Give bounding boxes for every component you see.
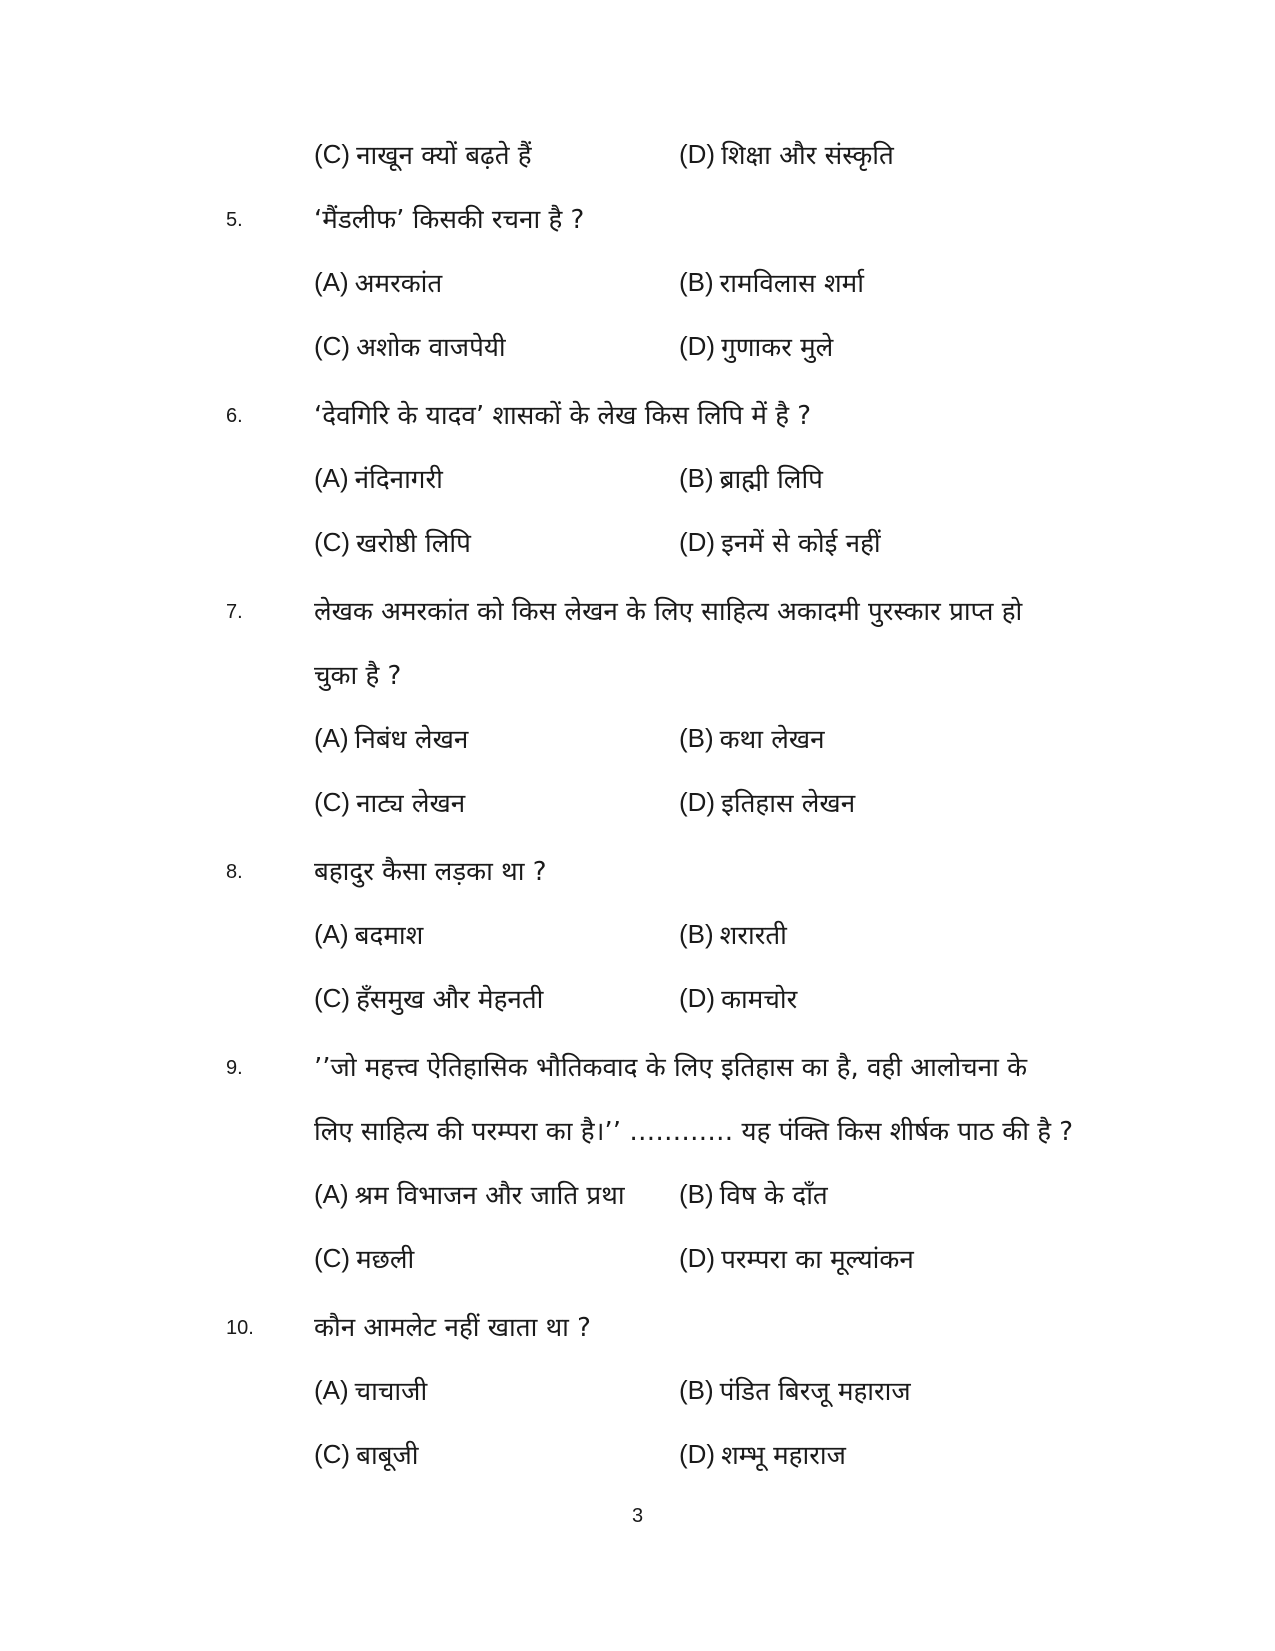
- option-b: [679, 1162, 828, 1226]
- option-text: नाखून क्यों बढ़ते हैं: [356, 141, 532, 171]
- option-a: [314, 446, 443, 510]
- option-letter: (B): [679, 462, 714, 493]
- option-letter: (D): [679, 982, 716, 1013]
- option-text: श्रम विभाजन और जाति प्रथा: [354, 1181, 625, 1211]
- option-d: [679, 770, 855, 834]
- option-b: [679, 1358, 911, 1422]
- option-text: परम्परा का मूल्यांकन: [721, 1245, 914, 1275]
- option-letter: (A): [314, 1374, 349, 1405]
- question-number: 6.: [226, 404, 243, 427]
- question-text: लेखक अमरकांत को किस लेखन के लिए साहित्य अकादमी पुरस्कार प्राप्त हो: [314, 597, 1023, 627]
- option-letter: (A): [314, 1178, 349, 1209]
- option-text: इतिहास लेखन: [721, 789, 856, 819]
- option-letter: (D): [679, 1438, 716, 1469]
- option-letter: (C): [314, 982, 351, 1013]
- option-text: कथा लेखन: [719, 725, 825, 755]
- question-text: ‘मैंडलीफ’ किसकी रचना है ?: [314, 205, 585, 235]
- option-letter: (D): [679, 786, 716, 817]
- option-letter: (C): [314, 138, 351, 169]
- option-text: शम्भू महाराज: [721, 1441, 846, 1471]
- option-text: निबंध लेखन: [354, 725, 469, 755]
- option-letter: (A): [314, 918, 349, 949]
- option-c: [314, 966, 543, 1030]
- question-text: बहादुर कैसा लड़का था ?: [314, 857, 547, 887]
- option-letter: (D): [679, 526, 716, 557]
- option-letter: (C): [314, 330, 351, 361]
- option-a: [314, 250, 442, 314]
- option-text: कामचोर: [721, 985, 798, 1015]
- option-c: [314, 122, 532, 186]
- option-text: नाट्य लेखन: [356, 789, 466, 819]
- page-number: 3: [631, 1505, 644, 1527]
- option-text: शरारती: [719, 921, 787, 951]
- option-text: चाचाजी: [354, 1377, 428, 1407]
- option-text: शिक्षा और संस्कृति: [721, 141, 894, 171]
- option-text: अशोक वाजपेयी: [356, 333, 506, 363]
- option-letter: (D): [679, 330, 716, 361]
- question-text: चुका है ?: [314, 661, 402, 691]
- option-text: ब्राह्मी लिपि: [719, 465, 823, 495]
- option-letter: (A): [314, 722, 349, 753]
- option-c: [314, 510, 471, 574]
- question-number: 5.: [226, 208, 243, 231]
- option-letter: (C): [314, 1438, 351, 1469]
- option-d: [679, 1422, 846, 1486]
- option-letter: (A): [314, 462, 349, 493]
- option-text: रामविलास शर्मा: [719, 269, 864, 299]
- option-a: [314, 902, 423, 966]
- option-letter: (A): [314, 266, 349, 297]
- option-b: [679, 446, 823, 510]
- option-text: अमरकांत: [354, 269, 443, 299]
- question-number: 8.: [226, 860, 243, 883]
- option-letter: (B): [679, 722, 714, 753]
- option-letter: (C): [314, 1242, 351, 1273]
- option-text: बदमाश: [354, 921, 424, 951]
- option-letter: (C): [314, 526, 351, 557]
- option-text: नंदिनागरी: [354, 465, 443, 495]
- option-a: [314, 1358, 427, 1422]
- option-d: [679, 122, 894, 186]
- question-text: कौन आमलेट नहीं खाता था ?: [314, 1313, 591, 1343]
- option-d: [679, 510, 881, 574]
- question-text: ‘देवगिरि के यादव’ शासकों के लेख किस लिपि में है ?: [314, 401, 812, 431]
- option-text: विष के दाँत: [719, 1181, 828, 1211]
- option-c: [314, 1422, 419, 1486]
- option-b: [679, 902, 787, 966]
- question-number: 9.: [226, 1056, 243, 1079]
- option-d: [679, 966, 797, 1030]
- option-d: [679, 314, 833, 378]
- option-c: [314, 1226, 414, 1290]
- option-text: पंडित बिरजू महाराज: [719, 1377, 911, 1407]
- option-letter: (D): [679, 1242, 716, 1273]
- option-text: बाबूजी: [356, 1441, 419, 1471]
- option-b: [679, 706, 825, 770]
- option-a: [314, 706, 468, 770]
- option-b: [679, 250, 864, 314]
- option-text: खरोष्ठी लिपि: [356, 529, 471, 559]
- question-number: 10.: [226, 1316, 254, 1339]
- option-c: [314, 314, 506, 378]
- option-text: गुणाकर मुले: [721, 333, 834, 363]
- option-letter: (B): [679, 918, 714, 949]
- option-letter: (B): [679, 1178, 714, 1209]
- question-number: 7.: [226, 600, 243, 623]
- option-a: [314, 1162, 625, 1226]
- option-c: [314, 770, 465, 834]
- option-d: [679, 1226, 914, 1290]
- option-letter: (C): [314, 786, 351, 817]
- question-text: ’’जो महत्त्व ऐतिहासिक भौतिकवाद के लिए इतिहास का है, वही आलोचना के: [314, 1053, 1028, 1083]
- option-text: हँसमुख और मेहनती: [356, 985, 544, 1015]
- option-letter: (D): [679, 138, 716, 169]
- option-letter: (B): [679, 1374, 714, 1405]
- option-text: मछली: [356, 1245, 415, 1275]
- option-letter: (B): [679, 266, 714, 297]
- option-text: इनमें से कोई नहीं: [721, 529, 881, 559]
- question-text: लिए साहित्य की परम्परा का है।’’ ………… यह पंक्ति किस शीर्षक पाठ की है ?: [314, 1117, 1074, 1147]
